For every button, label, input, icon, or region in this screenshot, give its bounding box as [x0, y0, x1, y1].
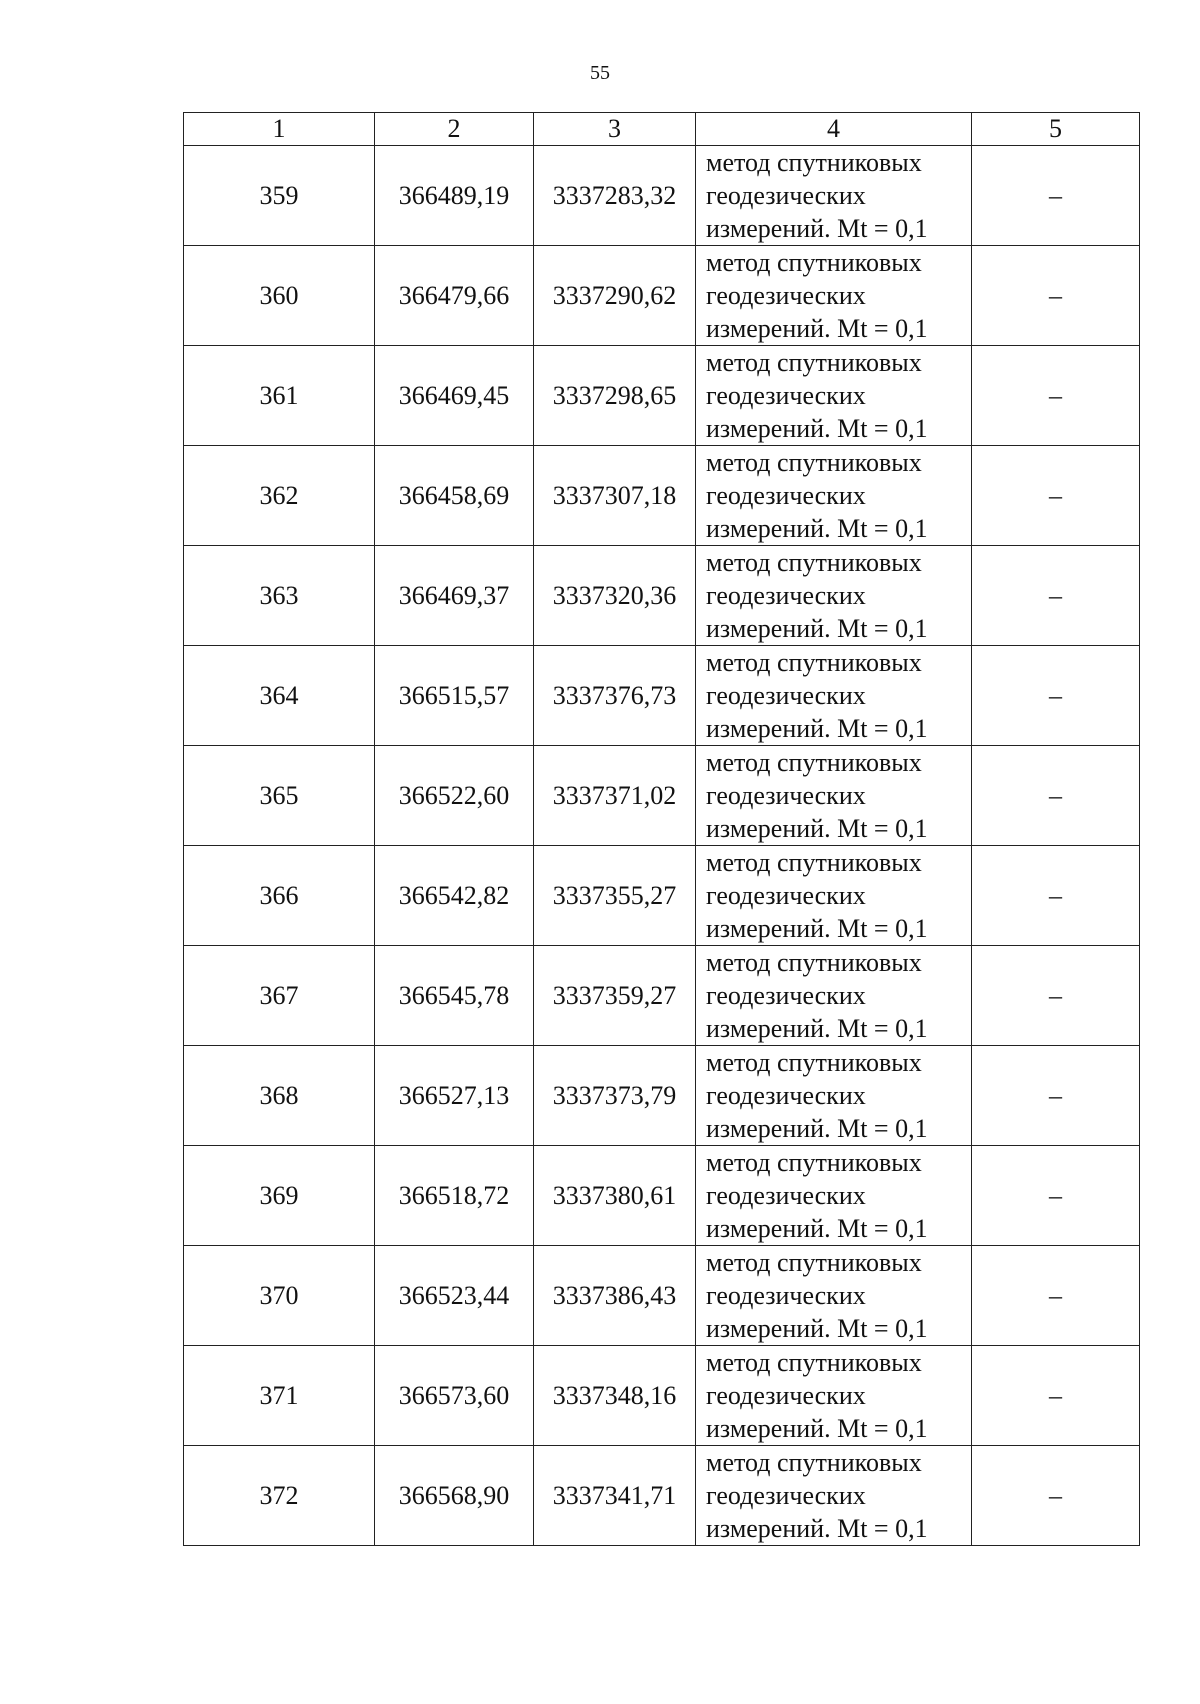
note-cell: –	[972, 1446, 1140, 1546]
table-row	[184, 546, 1140, 646]
point-number-cell: 368	[184, 1046, 375, 1146]
column-header-5: 5	[972, 113, 1140, 146]
table-row	[184, 146, 1140, 246]
x-coordinate-cell: 366545,78	[375, 946, 534, 1046]
y-coordinate-cell: 3337371,02	[534, 746, 696, 846]
note-cell: –	[972, 1146, 1140, 1246]
y-coordinate-cell: 3337341,71	[534, 1446, 696, 1546]
method-cell: метод спутниковых геодезических измерений. Mt = 0,1	[696, 846, 972, 946]
x-coordinate-cell: 366542,82	[375, 846, 534, 946]
column-header-4: 4	[696, 113, 972, 146]
x-coordinate-cell: 366527,13	[375, 1046, 534, 1146]
method-cell: метод спутниковых геодезических измерений. Mt = 0,1	[696, 1246, 972, 1346]
point-number-cell: 361	[184, 346, 375, 446]
point-number-cell: 363	[184, 546, 375, 646]
point-number-cell: 369	[184, 1146, 375, 1246]
table-row	[184, 1446, 1140, 1546]
point-number-cell: 362	[184, 446, 375, 546]
x-coordinate-cell: 366573,60	[375, 1346, 534, 1446]
method-cell: метод спутниковых геодезических измерений. Mt = 0,1	[696, 146, 972, 246]
note-cell: –	[972, 1246, 1140, 1346]
y-coordinate-cell: 3337355,27	[534, 846, 696, 946]
point-number-cell: 372	[184, 1446, 375, 1546]
note-cell: –	[972, 346, 1140, 446]
point-number-cell: 366	[184, 846, 375, 946]
y-coordinate-cell: 3337359,27	[534, 946, 696, 1046]
method-cell: метод спутниковых геодезических измерений. Mt = 0,1	[696, 1146, 972, 1246]
x-coordinate-cell: 366522,60	[375, 746, 534, 846]
method-cell: метод спутниковых геодезических измерений. Mt = 0,1	[696, 1346, 972, 1446]
table-row	[184, 946, 1140, 1046]
y-coordinate-cell: 3337380,61	[534, 1146, 696, 1246]
x-coordinate-cell: 366568,90	[375, 1446, 534, 1546]
column-header-3: 3	[534, 113, 696, 146]
column-header-1: 1	[184, 113, 375, 146]
table-row	[184, 746, 1140, 846]
y-coordinate-cell: 3337290,62	[534, 246, 696, 346]
note-cell: –	[972, 1046, 1140, 1146]
x-coordinate-cell: 366469,37	[375, 546, 534, 646]
table-row	[184, 1146, 1140, 1246]
point-number-cell: 365	[184, 746, 375, 846]
note-cell: –	[972, 846, 1140, 946]
table-header	[184, 113, 1140, 146]
table-row	[184, 446, 1140, 546]
method-cell: метод спутниковых геодезических измерений. Mt = 0,1	[696, 1046, 972, 1146]
table-row	[184, 646, 1140, 746]
y-coordinate-cell: 3337307,18	[534, 446, 696, 546]
note-cell: –	[972, 946, 1140, 1046]
header-row	[184, 113, 1140, 146]
point-number-cell: 367	[184, 946, 375, 1046]
table-row	[184, 246, 1140, 346]
column-header-2: 2	[375, 113, 534, 146]
y-coordinate-cell: 3337376,73	[534, 646, 696, 746]
table-body	[184, 146, 1140, 1546]
note-cell: –	[972, 146, 1140, 246]
table-row	[184, 1246, 1140, 1346]
method-cell: метод спутниковых геодезических измерений. Mt = 0,1	[696, 1446, 972, 1546]
note-cell: –	[972, 446, 1140, 546]
method-cell: метод спутниковых геодезических измерений. Mt = 0,1	[696, 946, 972, 1046]
x-coordinate-cell: 366515,57	[375, 646, 534, 746]
point-number-cell: 359	[184, 146, 375, 246]
method-cell: метод спутниковых геодезических измерений. Mt = 0,1	[696, 646, 972, 746]
point-number-cell: 370	[184, 1246, 375, 1346]
page-number: 55	[590, 62, 610, 84]
note-cell: –	[972, 246, 1140, 346]
y-coordinate-cell: 3337348,16	[534, 1346, 696, 1446]
note-cell: –	[972, 646, 1140, 746]
table-row	[184, 1346, 1140, 1446]
x-coordinate-cell: 366458,69	[375, 446, 534, 546]
y-coordinate-cell: 3337283,32	[534, 146, 696, 246]
table-row	[184, 1046, 1140, 1146]
coordinates-table	[183, 112, 1140, 1546]
table-row	[184, 346, 1140, 446]
point-number-cell: 364	[184, 646, 375, 746]
point-number-cell: 360	[184, 246, 375, 346]
x-coordinate-cell: 366479,66	[375, 246, 534, 346]
y-coordinate-cell: 3337320,36	[534, 546, 696, 646]
x-coordinate-cell: 366469,45	[375, 346, 534, 446]
note-cell: –	[972, 746, 1140, 846]
method-cell: метод спутниковых геодезических измерений. Mt = 0,1	[696, 446, 972, 546]
y-coordinate-cell: 3337298,65	[534, 346, 696, 446]
x-coordinate-cell: 366489,19	[375, 146, 534, 246]
note-cell: –	[972, 546, 1140, 646]
method-cell: метод спутниковых геодезических измерений. Mt = 0,1	[696, 546, 972, 646]
y-coordinate-cell: 3337373,79	[534, 1046, 696, 1146]
x-coordinate-cell: 366518,72	[375, 1146, 534, 1246]
y-coordinate-cell: 3337386,43	[534, 1246, 696, 1346]
method-cell: метод спутниковых геодезических измерений. Mt = 0,1	[696, 746, 972, 846]
method-cell: метод спутниковых геодезических измерений. Mt = 0,1	[696, 246, 972, 346]
method-cell: метод спутниковых геодезических измерений. Mt = 0,1	[696, 346, 972, 446]
x-coordinate-cell: 366523,44	[375, 1246, 534, 1346]
note-cell: –	[972, 1346, 1140, 1446]
table-row	[184, 846, 1140, 946]
point-number-cell: 371	[184, 1346, 375, 1446]
